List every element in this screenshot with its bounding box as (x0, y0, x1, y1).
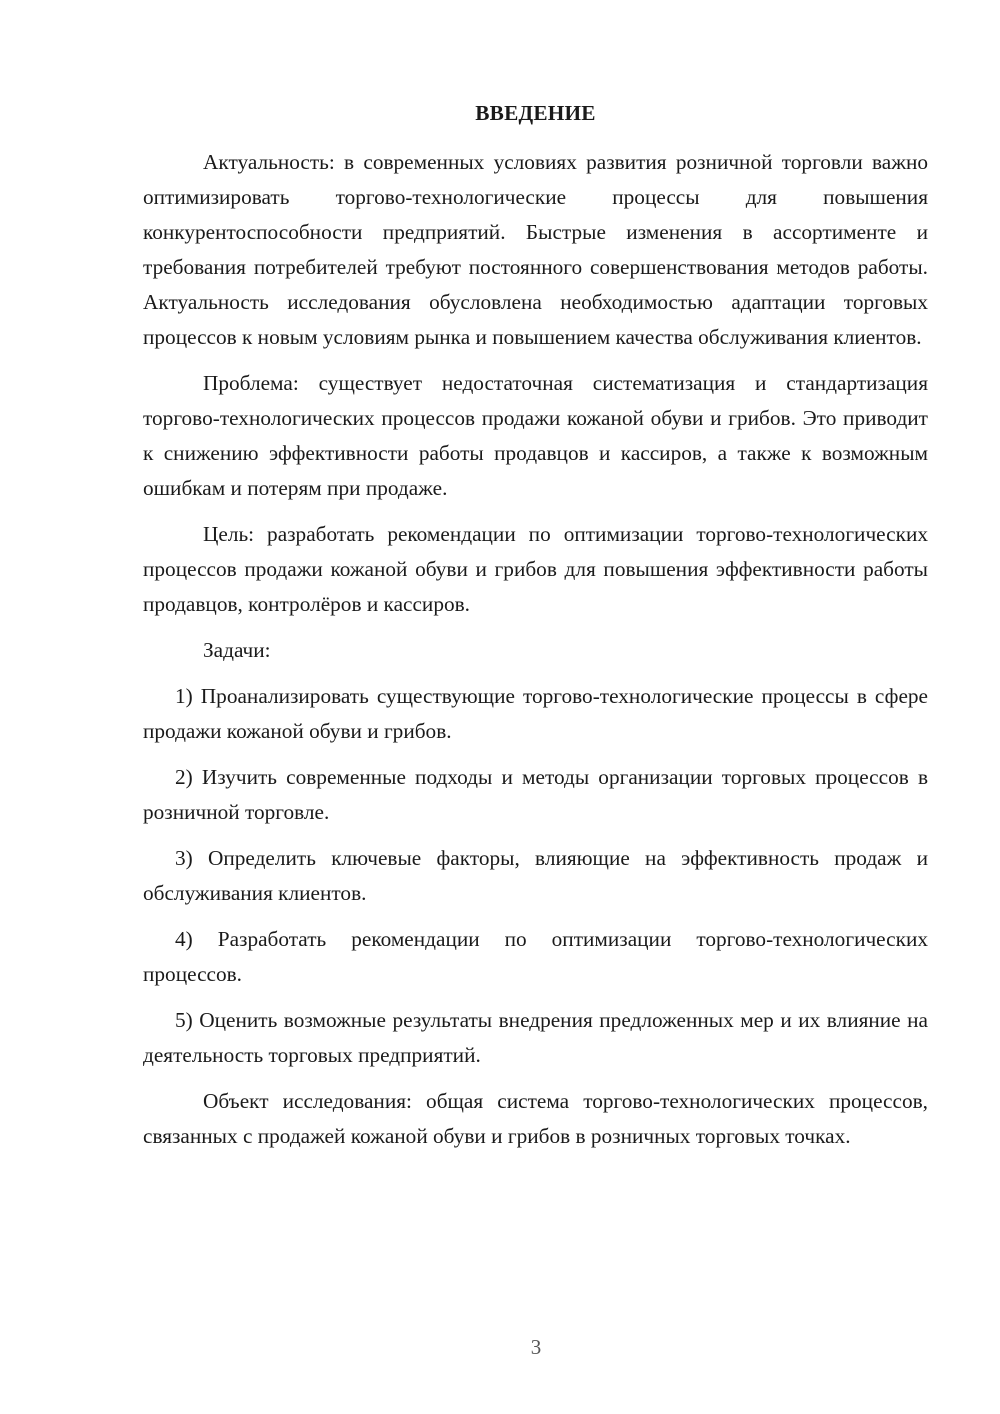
document-page (143, 96, 928, 1165)
task-item: 4) Разработать рекомендации по оптимизации торгово-технологических процессов. (143, 927, 928, 986)
page-title: ВВЕДЕНИЕ (475, 101, 596, 125)
tasks-heading: Задачи: (203, 638, 271, 662)
task-item: 5) Оценить возможные результаты внедрения предложенных мер и их влияние на деятельность торговых предприятий. (143, 1008, 928, 1067)
page-number: 3 (530, 1335, 542, 1359)
task-item: 1) Проанализировать существующие торгово-технологические процессы в сфере продажи кожаной обуви и грибов. (143, 684, 928, 743)
task-item: 2) Изучить современные подходы и методы организации торговых процессов в розничной торговле. (143, 765, 928, 824)
relevance-paragraph: Актуальность: в современных условиях развития розничной торговли важно оптимизировать торгово-технологические процессы для повышения конкурентоспособности предприятий. Быстрые изменения в ассортименте и требования потребителей требуют постоянного совершенствования методов работы. Актуальность исследования обусловлена необходимостью адаптации торговых процессов к новым условиям рынка и повышением качества обслуживания клиентов. (143, 150, 928, 349)
object-paragraph: Объект исследования: общая система торгово-технологических процессов, связанных с продажей кожаной обуви и грибов в розничных торговых точках. (143, 1089, 928, 1148)
task-item: 3) Определить ключевые факторы, влияющие на эффективность продаж и обслуживания клиентов. (143, 846, 928, 905)
goal-paragraph: Цель: разработать рекомендации по оптимизации торгово-технологических процессов продажи кожаной обуви и грибов для повышения эффективности работы продавцов, контролёров и кассиров. (143, 522, 928, 616)
problem-paragraph: Проблема: существует недостаточная систематизация и стандартизация торгово-технологических процессов продажи кожаной обуви и грибов. Это приводит к снижению эффективности работы продавцов и кассиров, а также к возможным ошибкам и потерям при продаже. (143, 371, 928, 500)
